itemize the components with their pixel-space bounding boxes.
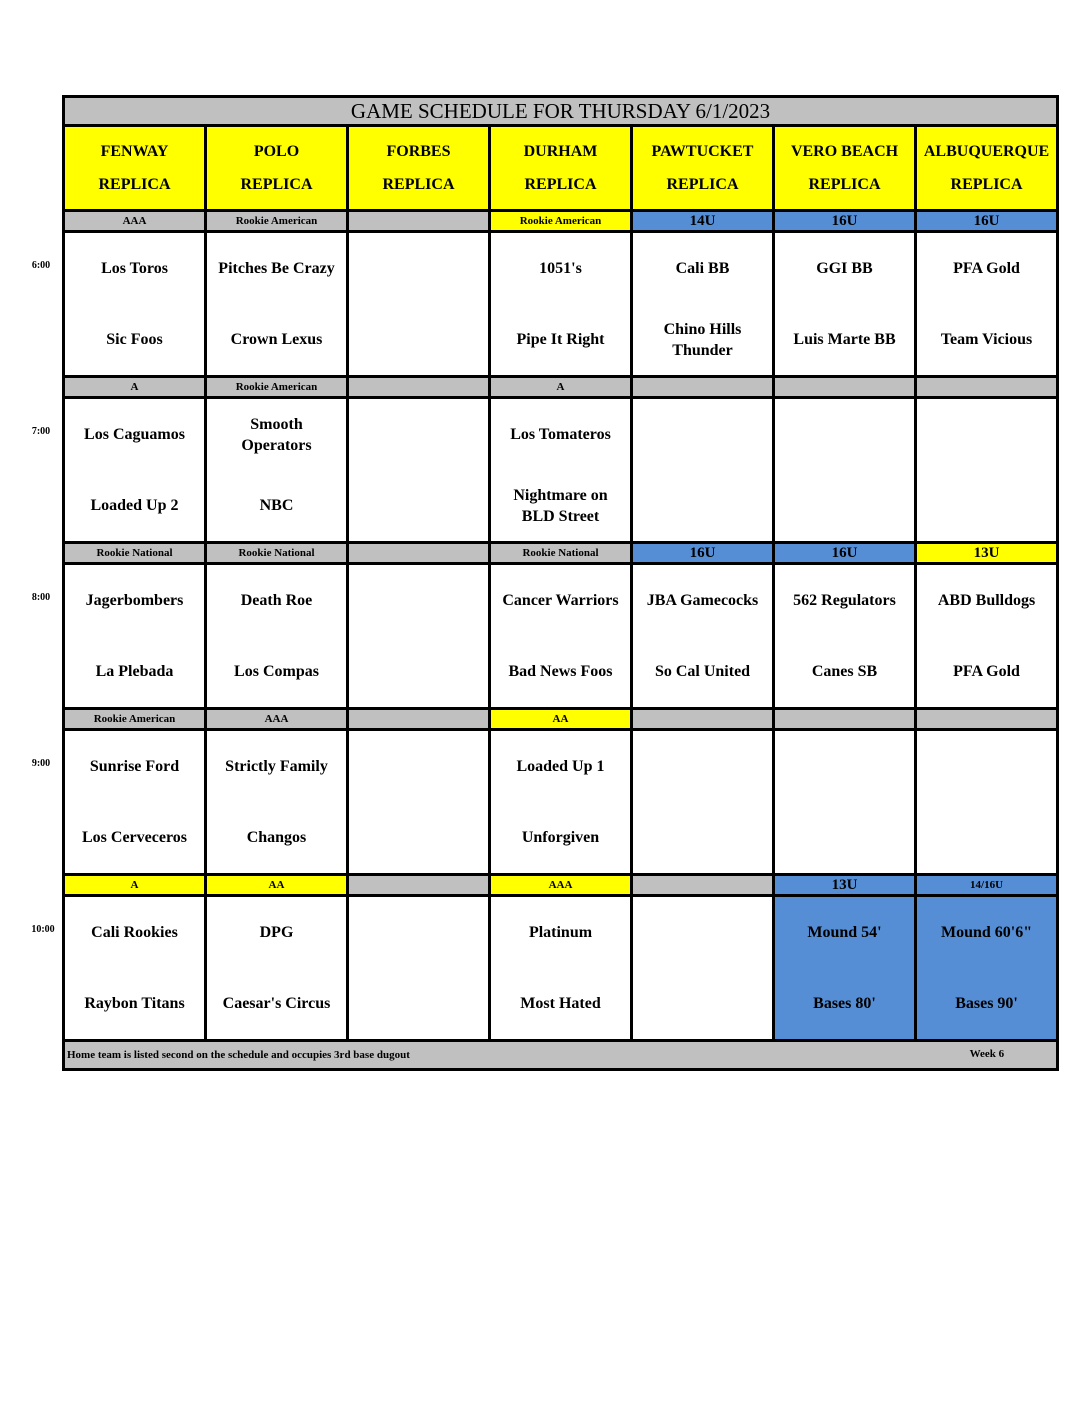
division-label bbox=[632, 377, 774, 398]
title-row bbox=[64, 97, 1058, 126]
away-team: Mound 60'6" bbox=[940, 924, 1033, 941]
game-cell bbox=[916, 896, 1058, 1041]
away-team: Pitches Be Crazy bbox=[218, 260, 335, 277]
away-team: Loaded Up 1 bbox=[516, 758, 605, 775]
away-team: Cancer Warriors bbox=[502, 592, 619, 609]
game-row bbox=[64, 896, 1058, 1041]
division-row bbox=[64, 875, 1058, 896]
home-team: La Plebada bbox=[95, 663, 174, 680]
home-team: Bases 80' bbox=[813, 995, 876, 1012]
home-team: Nightmare on BLD Street bbox=[513, 486, 608, 525]
field-name: PAWTUCKET bbox=[651, 143, 754, 160]
game-cell bbox=[632, 398, 774, 543]
division-label: 14U bbox=[632, 211, 774, 232]
away-team: Platinum bbox=[528, 924, 593, 941]
division-label: AAA bbox=[206, 709, 348, 730]
away-team: Los Caguamos bbox=[84, 426, 185, 443]
game-cell bbox=[206, 232, 348, 377]
away-team: Los Toros bbox=[101, 260, 168, 277]
game-cell bbox=[490, 896, 632, 1041]
game-row bbox=[64, 398, 1058, 543]
game-cell bbox=[632, 730, 774, 875]
game-cell bbox=[64, 398, 206, 543]
division-label: 16U bbox=[916, 211, 1058, 232]
home-team: NBC bbox=[259, 497, 294, 514]
field-header-polo bbox=[206, 126, 348, 211]
game-cell bbox=[774, 896, 916, 1041]
division-label: Rookie National bbox=[64, 543, 206, 564]
game-row bbox=[64, 232, 1058, 377]
home-team: Chino Hills Thunder bbox=[663, 320, 742, 359]
home-team: Los Compas bbox=[234, 663, 319, 680]
away-team: DPG bbox=[259, 924, 294, 941]
away-team: PFA Gold bbox=[953, 260, 1020, 277]
away-team: Strictly Family bbox=[225, 758, 328, 775]
home-team: PFA Gold bbox=[953, 663, 1020, 680]
field-name: VERO BEACH bbox=[790, 143, 899, 160]
home-team: Most Hated bbox=[520, 995, 601, 1012]
home-team: Bases 90' bbox=[955, 995, 1018, 1012]
away-team: Cali BB bbox=[675, 260, 730, 277]
game-cell bbox=[916, 398, 1058, 543]
division-label: AAA bbox=[64, 211, 206, 232]
away-team: Sunrise Ford bbox=[89, 758, 180, 775]
footer-cell bbox=[64, 1041, 1058, 1070]
game-cell bbox=[348, 564, 490, 709]
field-header-fenway bbox=[64, 126, 206, 211]
game-cell bbox=[490, 564, 632, 709]
game-cell bbox=[632, 564, 774, 709]
game-cell bbox=[206, 398, 348, 543]
field-subtitle: REPLICA bbox=[240, 176, 313, 193]
away-team: JBA Gamecocks bbox=[646, 592, 759, 609]
game-cell bbox=[490, 730, 632, 875]
division-row bbox=[64, 543, 1058, 564]
field-name: DURHAM bbox=[523, 143, 598, 160]
game-cell bbox=[774, 564, 916, 709]
division-label: AA bbox=[490, 709, 632, 730]
game-cell bbox=[64, 564, 206, 709]
division-label bbox=[632, 875, 774, 896]
schedule-title: GAME SCHEDULE FOR THURSDAY 6/1/2023 bbox=[64, 97, 1058, 126]
game-cell bbox=[64, 232, 206, 377]
home-team: Team Vicious bbox=[940, 331, 1033, 348]
home-team: Pipe It Right bbox=[516, 331, 605, 348]
game-cell bbox=[490, 232, 632, 377]
home-team: Changos bbox=[246, 829, 307, 846]
home-team: Loaded Up 2 bbox=[90, 497, 179, 514]
division-label: A bbox=[64, 875, 206, 896]
field-name: ALBUQUERQUE bbox=[923, 143, 1050, 160]
game-cell bbox=[348, 896, 490, 1041]
division-label: Rookie American bbox=[490, 211, 632, 232]
field-name: POLO bbox=[253, 143, 300, 160]
division-label: A bbox=[64, 377, 206, 398]
away-team: Los Tomateros bbox=[510, 426, 611, 443]
schedule-table bbox=[62, 95, 1059, 1071]
home-team: So Cal United bbox=[654, 663, 751, 680]
away-team: Death Roe bbox=[240, 592, 313, 609]
game-cell bbox=[348, 232, 490, 377]
home-team: Los Cerveceros bbox=[82, 829, 187, 846]
division-label: Rookie National bbox=[490, 543, 632, 564]
home-team: Raybon Titans bbox=[84, 995, 185, 1012]
game-cell bbox=[64, 896, 206, 1041]
field-subtitle: REPLICA bbox=[808, 176, 881, 193]
division-label: Rookie American bbox=[206, 211, 348, 232]
game-cell bbox=[206, 730, 348, 875]
division-label: AAA bbox=[490, 875, 632, 896]
game-cell bbox=[916, 730, 1058, 875]
game-row bbox=[64, 730, 1058, 875]
division-label: 13U bbox=[774, 875, 916, 896]
field-name: FORBES bbox=[386, 143, 451, 160]
home-team: Canes SB bbox=[811, 663, 878, 680]
field-header-durham bbox=[490, 126, 632, 211]
time-label: 7:00 bbox=[31, 425, 51, 437]
game-cell bbox=[490, 398, 632, 543]
game-cell bbox=[916, 232, 1058, 377]
game-cell bbox=[774, 398, 916, 543]
division-row bbox=[64, 211, 1058, 232]
field-subtitle: REPLICA bbox=[98, 176, 171, 193]
away-team: ABD Bulldogs bbox=[937, 592, 1036, 609]
game-cell bbox=[64, 730, 206, 875]
division-label bbox=[348, 543, 490, 564]
field-subtitle: REPLICA bbox=[524, 176, 597, 193]
division-label: 16U bbox=[774, 211, 916, 232]
field-header-pawtucket bbox=[632, 126, 774, 211]
division-label bbox=[916, 709, 1058, 730]
home-team: Caesar's Circus bbox=[222, 995, 331, 1012]
week-label: Week 6 bbox=[969, 1048, 1005, 1060]
home-team: Unforgiven bbox=[521, 829, 600, 846]
division-label bbox=[774, 377, 916, 398]
away-team: Smooth Operators bbox=[241, 415, 312, 454]
game-cell bbox=[206, 564, 348, 709]
division-label: 16U bbox=[774, 543, 916, 564]
game-cell bbox=[774, 730, 916, 875]
division-label bbox=[348, 211, 490, 232]
game-row bbox=[64, 564, 1058, 709]
game-cell bbox=[348, 730, 490, 875]
home-team: Bad News Foos bbox=[508, 663, 613, 680]
footer-note: Home team is listed second on the schedule and occupies 3rd base dugout bbox=[67, 1049, 410, 1061]
home-team: Sic Foos bbox=[106, 331, 163, 348]
time-label: 8:00 bbox=[31, 591, 51, 603]
game-cell bbox=[348, 398, 490, 543]
division-row bbox=[64, 377, 1058, 398]
division-label bbox=[916, 377, 1058, 398]
division-label: Rookie American bbox=[64, 709, 206, 730]
division-label: 13U bbox=[916, 543, 1058, 564]
division-row bbox=[64, 709, 1058, 730]
division-label: AA bbox=[206, 875, 348, 896]
division-label: 14/16U bbox=[916, 875, 1058, 896]
game-cell bbox=[632, 232, 774, 377]
home-team: Crown Lexus bbox=[230, 331, 323, 348]
division-label bbox=[348, 377, 490, 398]
away-team: Cali Rookies bbox=[91, 924, 178, 941]
field-header-albuquerque bbox=[916, 126, 1058, 211]
field-subtitle: REPLICA bbox=[950, 176, 1023, 193]
game-cell bbox=[916, 564, 1058, 709]
division-label: Rookie National bbox=[206, 543, 348, 564]
time-label: 6:00 bbox=[31, 259, 51, 271]
game-cell bbox=[774, 232, 916, 377]
field-header-forbes bbox=[348, 126, 490, 211]
away-team: GGI BB bbox=[816, 260, 873, 277]
time-label: 9:00 bbox=[31, 757, 51, 769]
field-subtitle: REPLICA bbox=[666, 176, 739, 193]
division-label bbox=[348, 709, 490, 730]
away-team: 1051's bbox=[539, 260, 582, 277]
footer-row bbox=[64, 1041, 1058, 1070]
away-team: 562 Regulators bbox=[793, 592, 896, 609]
field-name: FENWAY bbox=[100, 143, 169, 160]
division-label bbox=[774, 709, 916, 730]
time-label: 10:00 bbox=[31, 923, 55, 935]
field-header-vero-beach bbox=[774, 126, 916, 211]
division-label: Rookie American bbox=[206, 377, 348, 398]
division-label bbox=[632, 709, 774, 730]
field-subtitle: REPLICA bbox=[382, 176, 455, 193]
away-team: Jagerbombers bbox=[85, 592, 184, 609]
away-team: Mound 54' bbox=[807, 924, 882, 941]
division-label: A bbox=[490, 377, 632, 398]
division-label bbox=[348, 875, 490, 896]
home-team: Luis Marte BB bbox=[793, 331, 896, 348]
game-cell bbox=[632, 896, 774, 1041]
game-cell bbox=[206, 896, 348, 1041]
field-header-row bbox=[64, 126, 1058, 211]
division-label: 16U bbox=[632, 543, 774, 564]
